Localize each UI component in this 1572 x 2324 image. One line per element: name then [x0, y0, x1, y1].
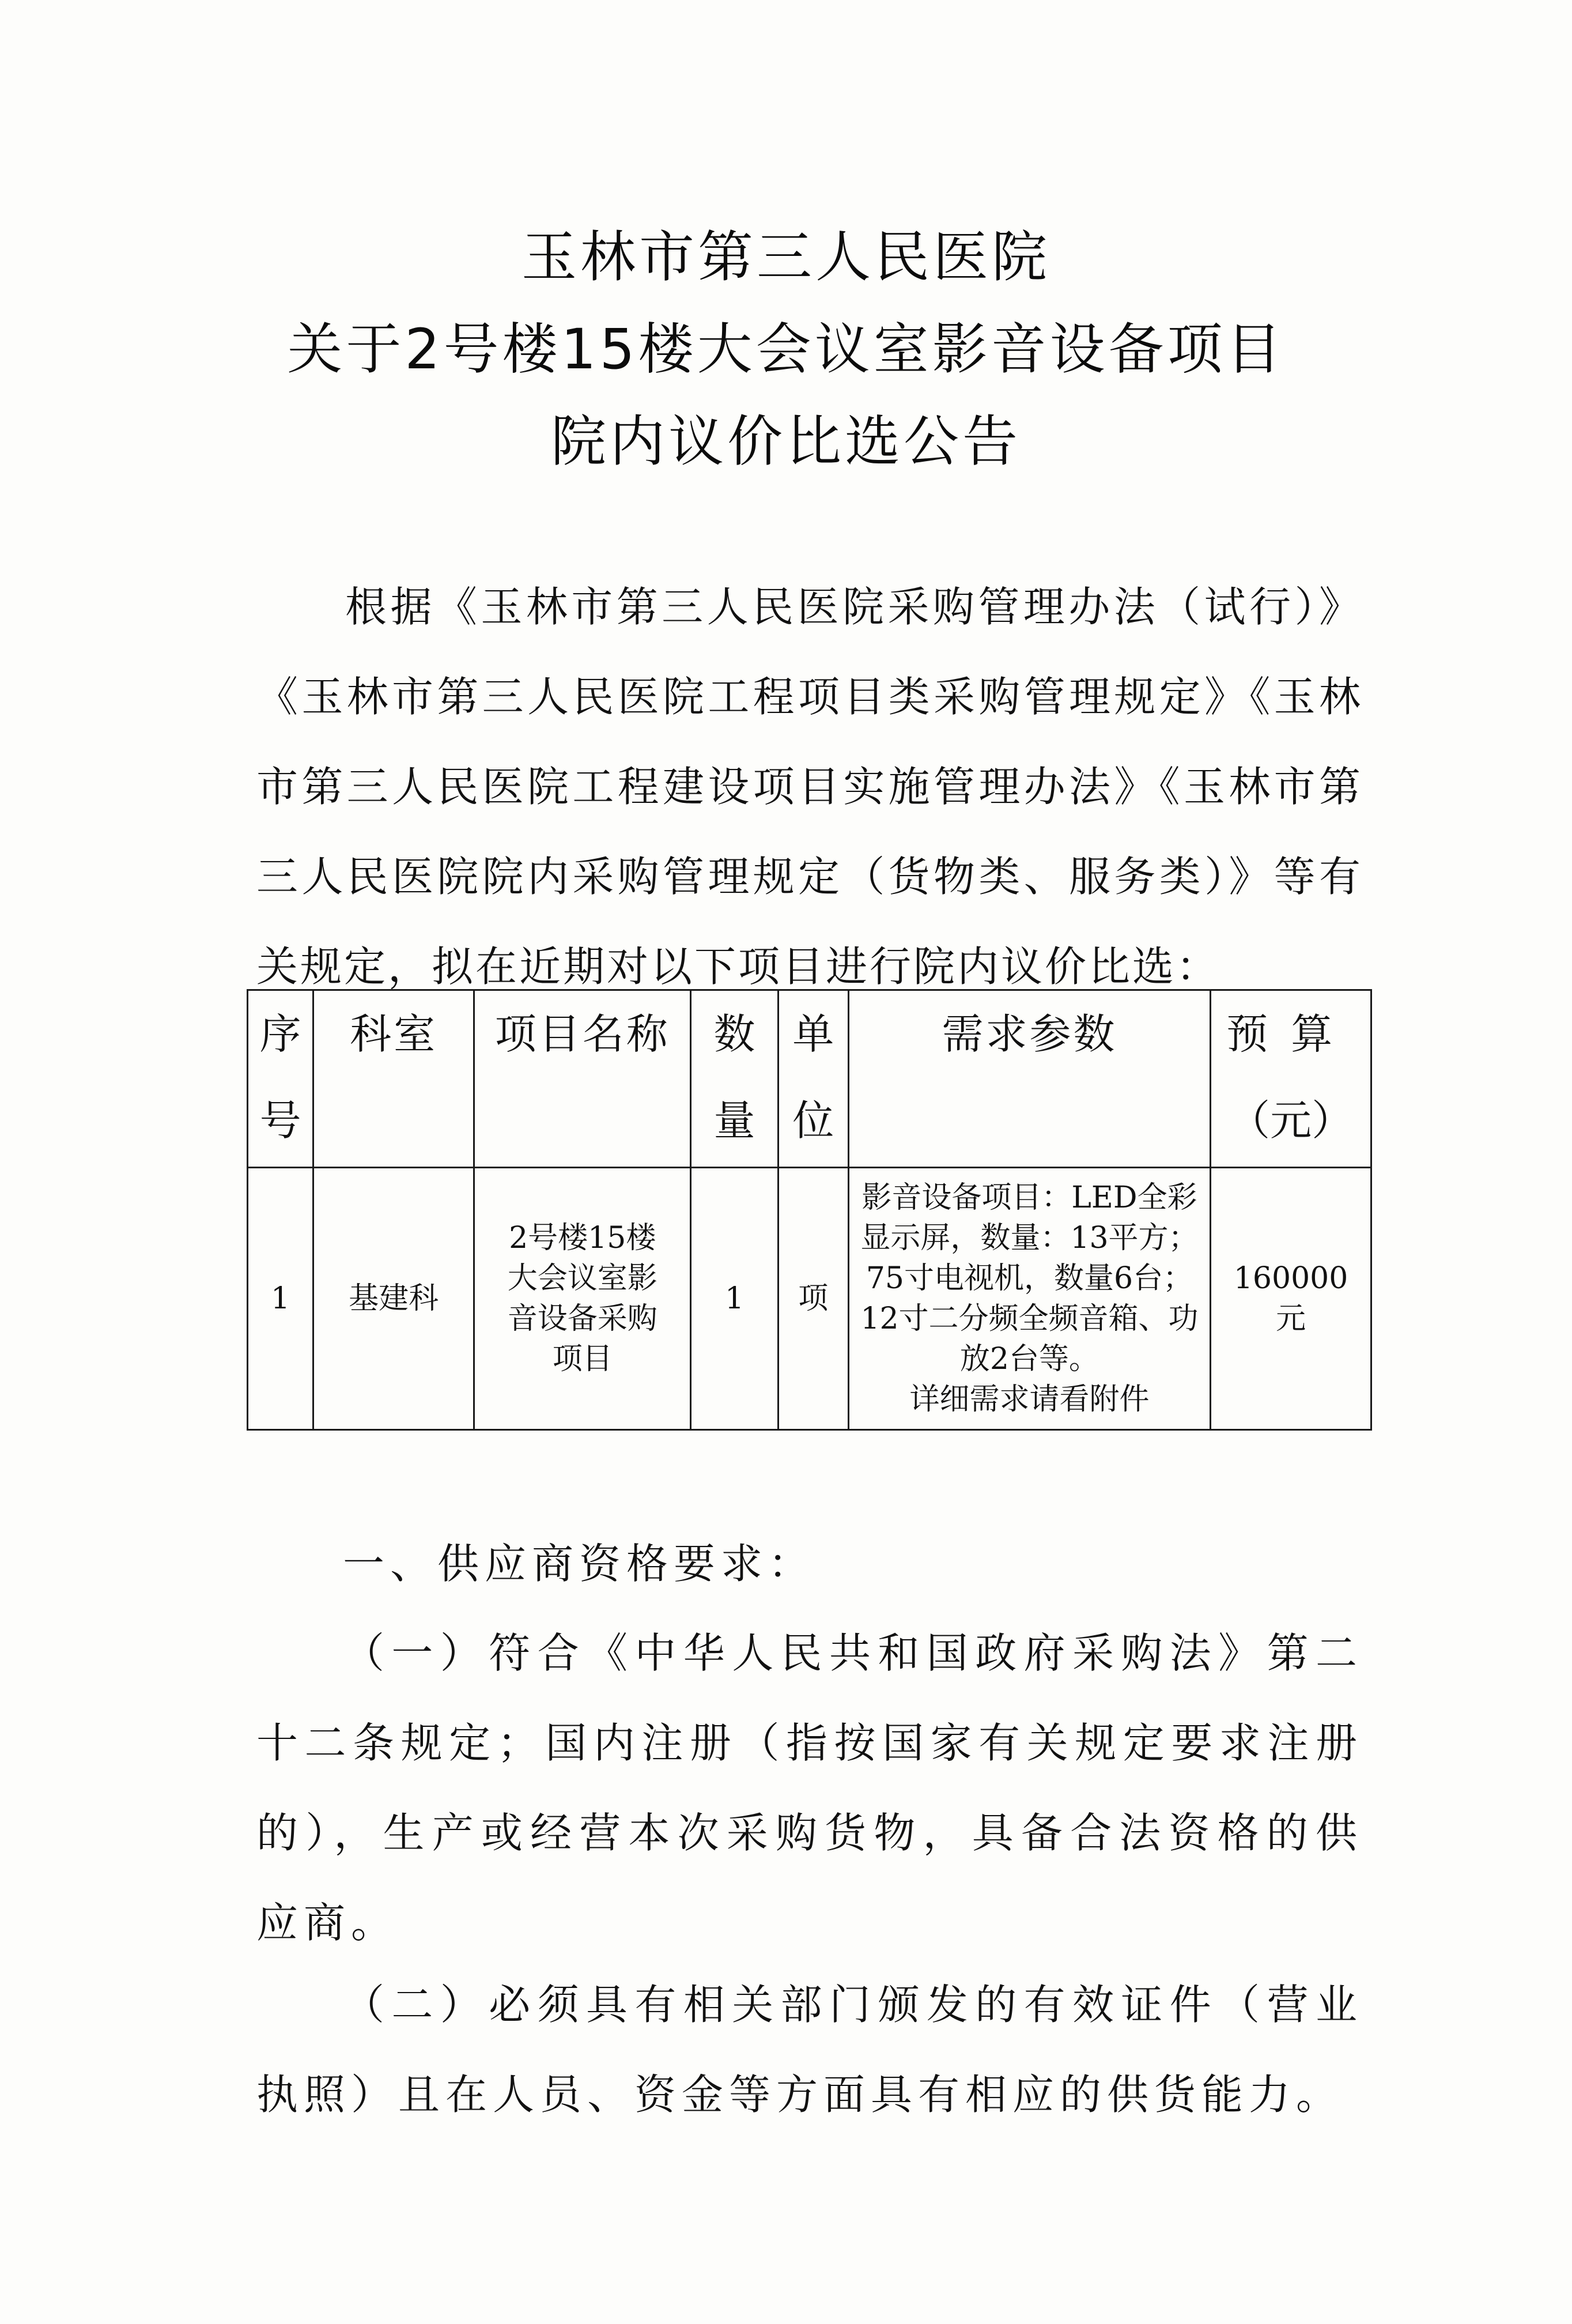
cell-name — [474, 1168, 691, 1430]
cell-unit: 项 — [778, 1168, 848, 1430]
header-qty-line1: 数 — [713, 1010, 755, 1058]
project-table — [247, 989, 1372, 1431]
cell-requirements-text: 影音设备项目：LED全彩显示屏，数量：13平方；75寸电视机，数量6台；12寸二分频全频音箱、功放2台等。 — [860, 1180, 1199, 1376]
cell-seq: 1 — [248, 1168, 313, 1430]
section-paragraph-2: （二）必须具有相关部门颁发的有效证件（营业执照）且在人员、资金等方面具有相应的供货能力。 — [256, 1980, 1363, 2119]
header-unit — [778, 990, 848, 1168]
header-seq — [248, 990, 313, 1168]
table-header-row — [248, 990, 1371, 1168]
table-row — [248, 1168, 1371, 1430]
header-requirements: 需求参数 — [848, 990, 1210, 1168]
header-budget-line1: 预算 — [1226, 1010, 1356, 1058]
header-budget — [1211, 990, 1371, 1168]
intro-paragraph: 根据《玉林市第三人民医院采购管理办法（试行）》《玉林市第三人民医院工程项目类采购管理规定》《玉林市第三人民医院工程建设项目实施管理办法》《玉林市第三人民医院院内采购管理规定（货物类、服务类）》等有关规定，拟在近期对以下项目进行院内议价比选： — [256, 583, 1363, 991]
header-unit-line1: 单 — [792, 1010, 834, 1058]
cell-requirements — [848, 1168, 1210, 1430]
header-seq-line1: 序 — [259, 1010, 301, 1058]
section-paragraph-1: （一）符合《中华人民共和国政府采购法》第二十二条规定；国内注册（指按国家有关规定要求注册的），生产或经营本次采购货物，具备合法资格的供应商。 — [256, 1629, 1363, 1947]
header-qty-line2: 量 — [713, 1096, 755, 1145]
header-unit-line2: 位 — [792, 1096, 834, 1145]
title-hospital: 玉林市第三人民医院 — [522, 225, 1050, 289]
title-notice-type: 院内议价比选公告 — [551, 409, 1021, 474]
cell-budget — [1211, 1168, 1371, 1430]
cell-qty: 1 — [691, 1168, 778, 1430]
cell-dept: 基建科 — [313, 1168, 474, 1430]
header-seq-line2: 号 — [259, 1096, 301, 1145]
section-heading-supplier: 一、供应商资格要求： — [343, 1540, 816, 1588]
header-qty — [691, 990, 778, 1168]
header-name: 项目名称 — [474, 990, 691, 1168]
title-project: 关于2号楼15楼大会议室影音设备项目 — [287, 317, 1285, 382]
header-budget-line2: （元） — [1229, 1096, 1354, 1145]
header-dept: 科室 — [313, 990, 474, 1168]
cell-budget-amount: 160000 — [1233, 1261, 1348, 1296]
cell-requirements-note: 详细需求请看附件 — [909, 1382, 1150, 1417]
cell-budget-unit: 元 — [1276, 1301, 1306, 1336]
cell-name-text: 2号楼15楼大会议室影音设备采购项目 — [507, 1221, 657, 1376]
